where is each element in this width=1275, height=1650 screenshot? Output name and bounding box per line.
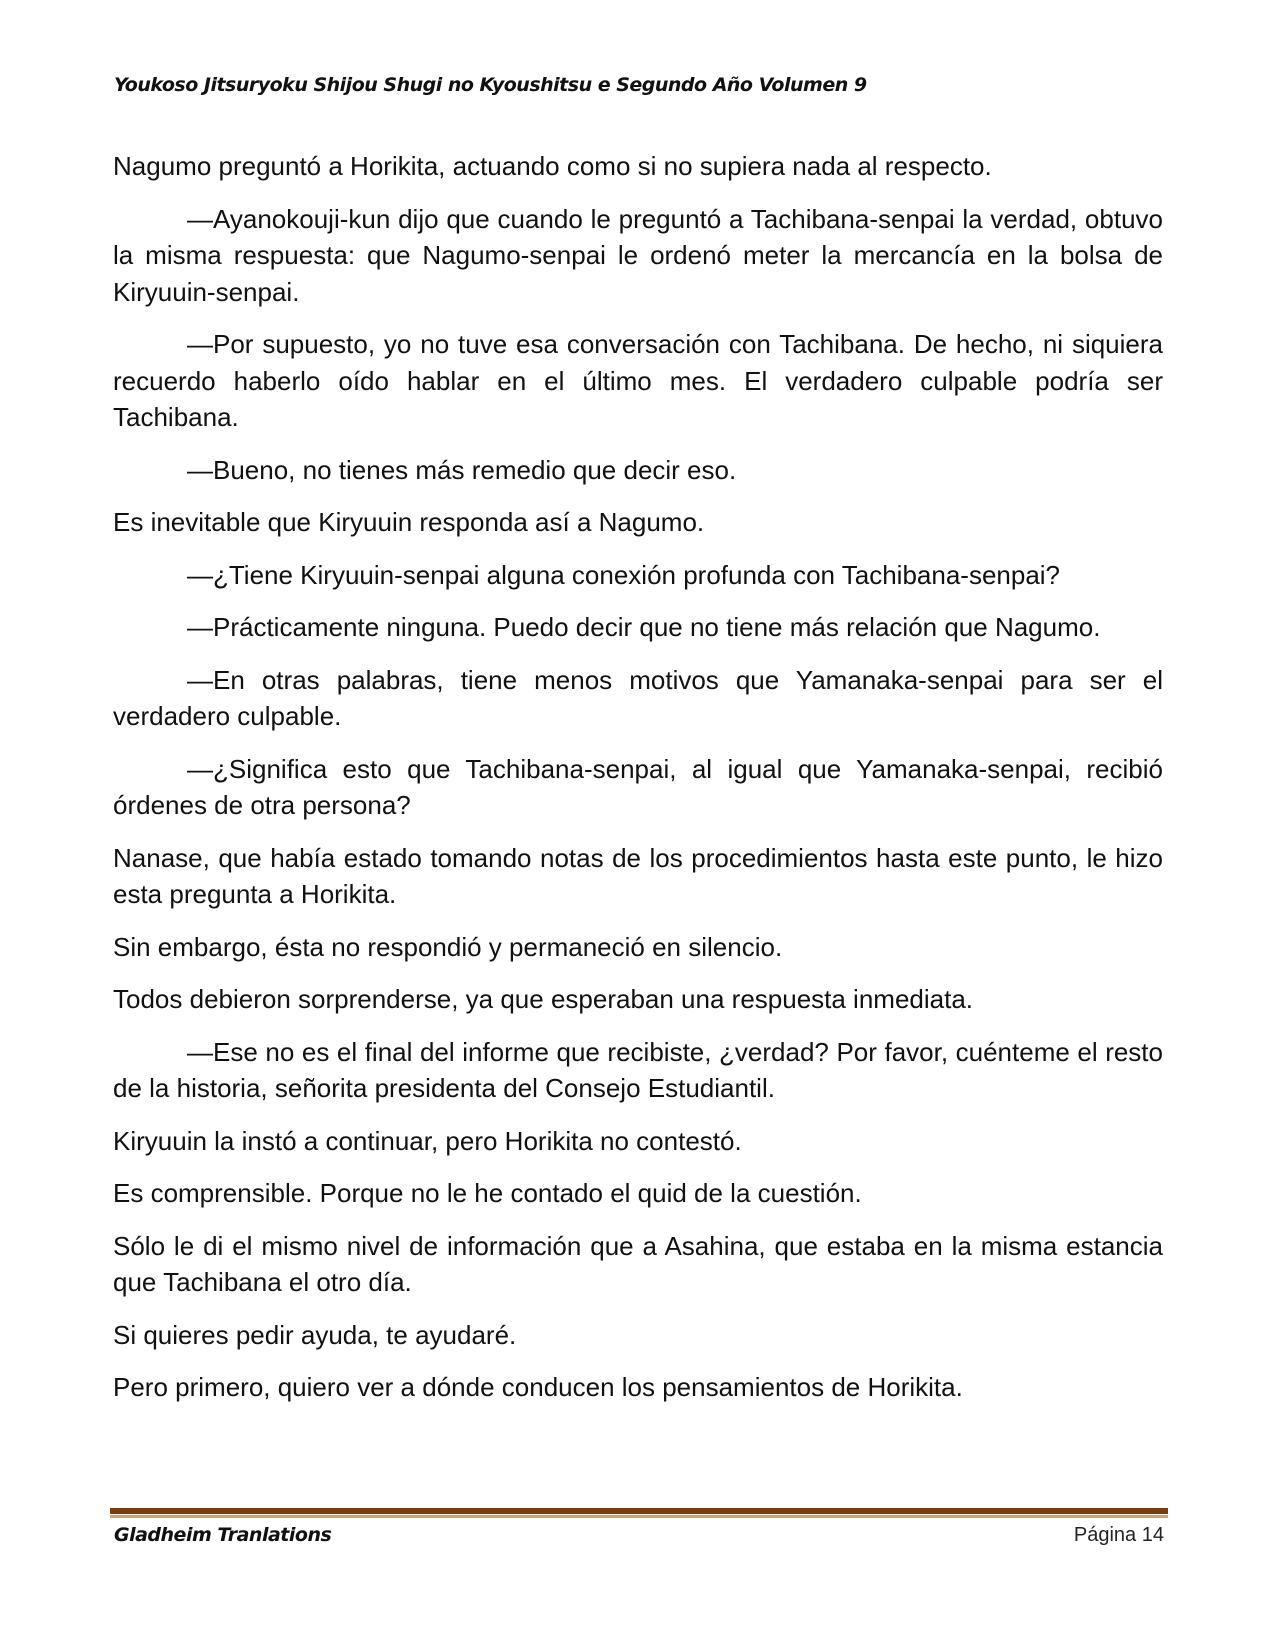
page-number xyxy=(1074,1524,1164,1547)
paragraph: —Prácticamente ninguna. Puedo decir que no tiene más relación que Nagumo. xyxy=(187,612,1101,642)
paragraph: —Por supuesto, yo no tuve esa conversación con Tachibana. De hecho, ni siquiera recuerdo haberlo oído hablar en el último mes. El verdadero culpable podría ser Tachibana. xyxy=(113,329,1163,432)
paragraph: —Ayanokouji-kun dijo que cuando le preguntó a Tachibana-senpai la verdad, obtuvo la misma respuesta: que Nagumo-senpai le ordenó meter la mercancía en la bolsa de Kiryuuin-senpai. xyxy=(113,203,1163,307)
paragraph: —En otras palabras, tiene menos motivos que Yamanaka-senpai para ser el verdadero culpable. xyxy=(113,664,1163,731)
paragraph: Nanase, que había estado tomando notas de los procedimientos hasta este punto, le hizo esta pregunta a Horikita. xyxy=(113,842,1163,909)
paragraph: Pero primero, quiero ver a dónde conducen los pensamientos de Horikita. xyxy=(113,1372,963,1402)
page-label: Página xyxy=(1073,1524,1137,1546)
paragraph: Es inevitable que Kiryuuin responda así a Nagumo. xyxy=(113,507,705,537)
paragraph: Sólo le di el mismo nivel de información que a Asahina, que estaba en la misma estancia que Tachibana el otro día. xyxy=(113,1230,1163,1297)
paragraph: —¿Tiene Kiryuuin-senpai alguna conexión profunda con Tachibana-senpai? xyxy=(187,559,1061,590)
paragraph: Si quieres pedir ayuda, te ayudaré. xyxy=(113,1319,517,1350)
body-text xyxy=(113,148,1163,1422)
paragraph: Es comprensible. Porque no le he contado el quid de la cuestión. xyxy=(113,1178,862,1208)
paragraph: Sin embargo, ésta no respondió y permaneció en silencio. xyxy=(113,931,783,962)
paragraph: Kiryuuin la instó a continuar, pero Horikita no contestó. xyxy=(113,1125,742,1156)
running-header: Youkoso Jitsuryoku Shijou Shugi no Kyoushitsu e Segundo Año Volumen 9 xyxy=(114,74,867,96)
paragraph: —Ese no es el final del informe que recibiste, ¿verdad? Por favor, cuénteme el resto de la historia, señorita presidenta del Consejo Estudiantil. xyxy=(113,1036,1163,1103)
footer-divider xyxy=(110,1508,1168,1515)
footer-credit: Gladheim Tranlations xyxy=(114,1524,332,1546)
paragraph: —¿Significa esto que Tachibana-senpai, al igual que Yamanaka-senpai, recibió órdenes de otra persona? xyxy=(113,753,1163,820)
paragraph: —Bueno, no tienes más remedio que decir eso. xyxy=(187,454,737,485)
paragraph: Nagumo preguntó a Horikita, actuando como si no supiera nada al respecto. xyxy=(113,151,992,181)
page-number-value: 14 xyxy=(1141,1524,1164,1546)
paragraph: Todos debieron sorprenderse, ya que esperaban una respuesta inmediata. xyxy=(113,984,974,1014)
